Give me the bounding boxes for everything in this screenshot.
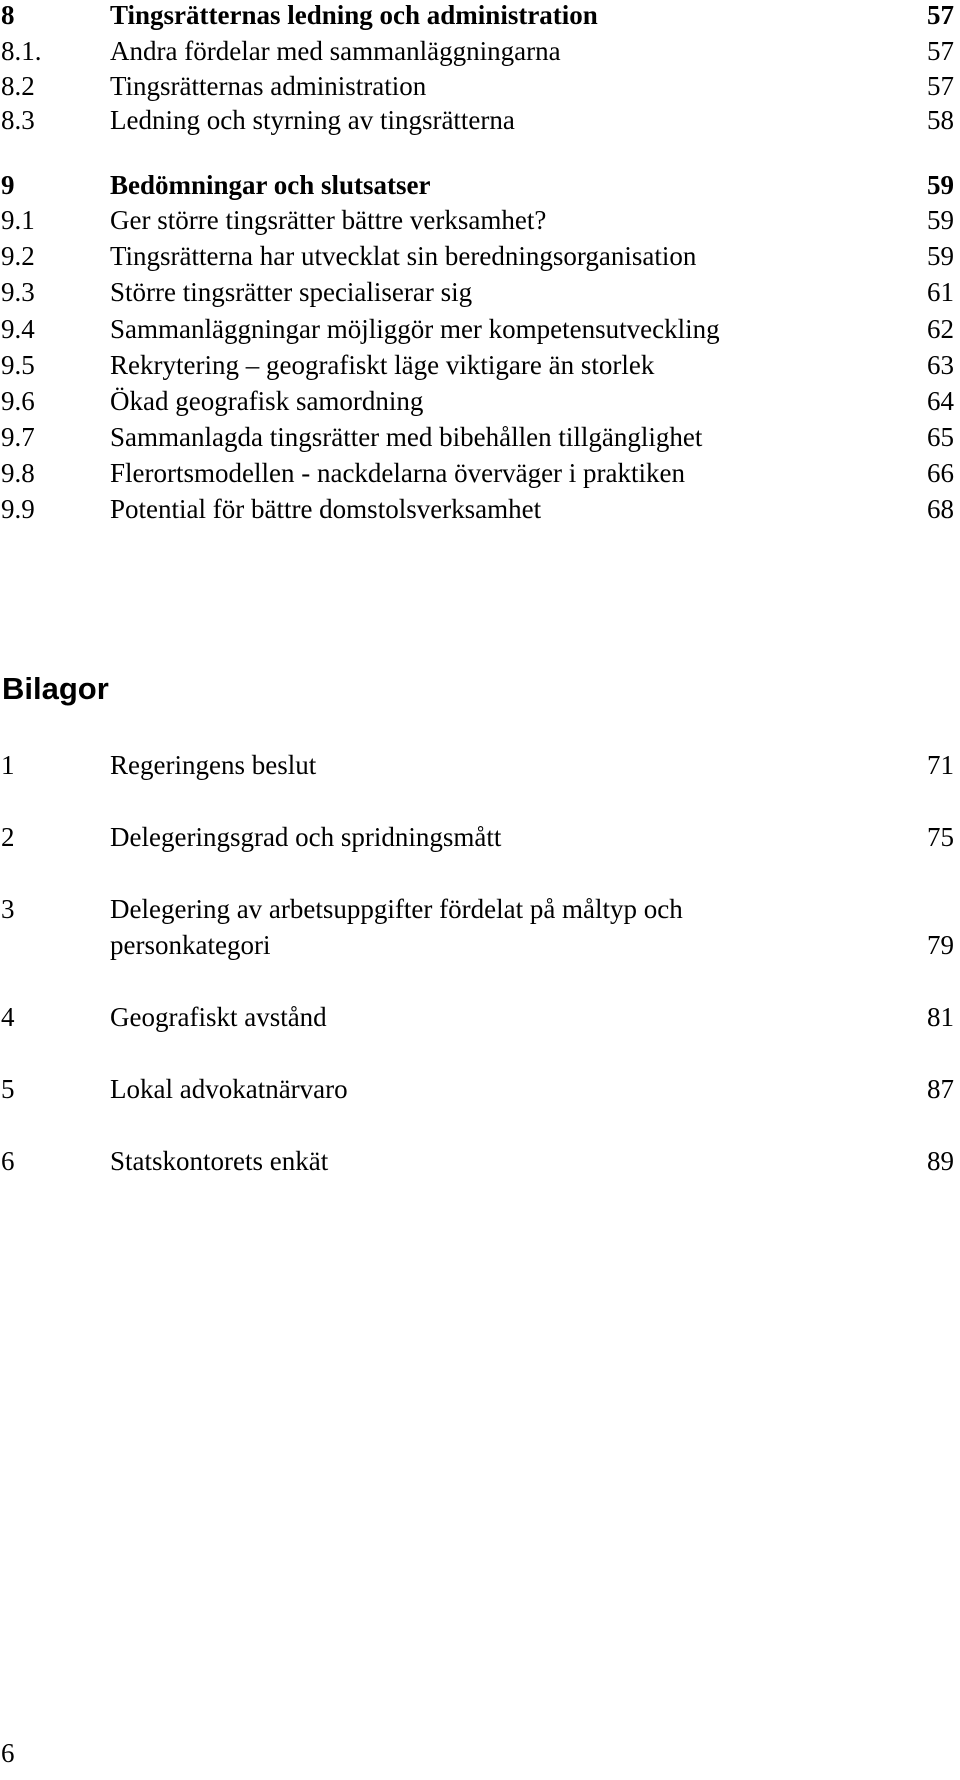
- appendix-entry-page: 71: [927, 750, 954, 780]
- toc-entry-number: 9.6: [1, 386, 35, 416]
- toc-entry-number: 9.7: [1, 422, 35, 452]
- toc-entry-9-7[interactable]: [0, 419, 954, 455]
- toc-entry-title: Andra fördelar med sammanläggningarna: [110, 36, 561, 66]
- appendix-entry-title: Statskontorets enkät: [110, 1146, 329, 1176]
- appendix-entry-number: 1: [1, 750, 15, 780]
- appendix-entry-number: 4: [1, 1002, 15, 1032]
- appendix-entry-page: 87: [927, 1074, 954, 1104]
- toc-entry-page: 61: [927, 277, 954, 307]
- toc-entry-number: 8.1.: [1, 36, 42, 66]
- toc-entry-number: 9: [1, 170, 15, 200]
- toc-entry-title: Flerortsmodellen - nackdelarna överväger i praktiken: [110, 458, 686, 488]
- toc-entry-title: Ökad geografisk samordning: [110, 386, 424, 416]
- appendix-entry-title: Delegering av arbetsuppgifter fördelat på måltyp och personkategori: [110, 894, 683, 960]
- toc-entry-9-9[interactable]: [0, 491, 954, 527]
- toc-entry-title: Ger större tingsrätter bättre verksamhet?: [110, 205, 547, 235]
- appendix-entry-3[interactable]: [0, 891, 954, 963]
- toc-entry-title: Tingsrätternas administration: [110, 71, 427, 101]
- toc-entry-number: 8.3: [1, 105, 35, 135]
- appendix-entry-1[interactable]: [0, 747, 954, 783]
- appendix-entry-page: 89: [927, 1146, 954, 1176]
- toc-entry-page: 64: [927, 386, 954, 416]
- appendix-entry-6[interactable]: [0, 1143, 954, 1179]
- appendix-entry-title: Regeringens beslut: [110, 750, 317, 780]
- toc-entry-page: 57: [927, 36, 954, 66]
- toc-entry-title: Sammanläggningar möjliggör mer kompetensutveckling: [110, 314, 720, 344]
- toc-entry-page: 62: [927, 314, 954, 344]
- appendix-entry-5[interactable]: [0, 1071, 954, 1107]
- toc-entry-8[interactable]: [0, 0, 954, 33]
- toc-entry-page: 66: [927, 458, 954, 488]
- toc-entry-title: Tingsrätternas ledning och administration: [110, 0, 598, 30]
- toc-entry-page: 58: [927, 105, 954, 135]
- toc-entry-title: Ledning och styrning av tingsrätterna: [110, 105, 515, 135]
- toc-entry-title: Större tingsrätter specialiserar sig: [110, 277, 473, 307]
- toc-entry-number: 9.8: [1, 458, 35, 488]
- appendix-heading: Bilagor: [2, 671, 109, 706]
- toc-entry-9-8[interactable]: [0, 455, 954, 491]
- toc-entry-page: 59: [927, 241, 954, 271]
- appendix-entry-number: 6: [1, 1146, 15, 1176]
- toc-entry-number: 9.5: [1, 350, 35, 380]
- page-number: 6: [1, 1738, 15, 1768]
- appendix-entry-title: Lokal advokatnärvaro: [110, 1074, 348, 1104]
- appendix-entry-page: 81: [927, 1002, 954, 1032]
- toc-entry-number: 8: [1, 0, 15, 30]
- toc-entry-page: 57: [927, 71, 954, 101]
- toc-entry-number: 9.9: [1, 494, 35, 524]
- appendix-entry-title: Geografiskt avstånd: [110, 1002, 327, 1032]
- toc-entry-number: 9.4: [1, 314, 35, 344]
- toc-entry-title: Sammanlagda tingsrätter med bibehållen tillgänglighet: [110, 422, 703, 452]
- toc-entry-9-3[interactable]: [0, 274, 954, 310]
- appendix-entry-number: 3: [1, 894, 15, 924]
- appendix-entry-2[interactable]: [0, 819, 954, 855]
- appendix-entry-title: Delegeringsgrad och spridningsmått: [110, 822, 502, 852]
- toc-entry-page: 68: [927, 494, 954, 524]
- appendix-entry-page: 79: [927, 930, 954, 960]
- toc-entry-title: Bedömningar och slutsatser: [110, 170, 431, 200]
- toc-entry-number: 9.2: [1, 241, 35, 271]
- toc-entry-8-1[interactable]: [0, 33, 954, 69]
- toc-entry-8-2[interactable]: [0, 68, 954, 104]
- toc-entry-9-4[interactable]: [0, 311, 954, 347]
- appendix-entry-4[interactable]: [0, 999, 954, 1035]
- toc-entry-9-1[interactable]: [0, 202, 954, 238]
- toc-entry-9-6[interactable]: [0, 383, 954, 419]
- appendix-entry-number: 5: [1, 1074, 15, 1104]
- toc-entry-page: 59: [927, 170, 954, 200]
- toc-entry-title: Tingsrätterna har utvecklat sin beredningsorganisation: [110, 241, 697, 271]
- toc-entry-title: Potential för bättre domstolsverksamhet: [110, 494, 542, 524]
- toc-entry-number: 9.3: [1, 277, 35, 307]
- toc-entry-number: 8.2: [1, 71, 35, 101]
- toc-entry-9-5[interactable]: [0, 347, 954, 383]
- toc-entry-9-2[interactable]: [0, 238, 954, 274]
- toc-entry-number: 9.1: [1, 205, 35, 235]
- toc-entry-9[interactable]: [0, 167, 954, 203]
- toc-entry-page: 63: [927, 350, 954, 380]
- toc-entry-page: 65: [927, 422, 954, 452]
- toc-entry-page: 59: [927, 205, 954, 235]
- toc-entry-8-3[interactable]: [0, 102, 954, 138]
- toc-entry-page: 57: [927, 0, 954, 30]
- appendix-entry-page: 75: [927, 822, 954, 852]
- toc-entry-title: Rekrytering – geografiskt läge viktigare än storlek: [110, 350, 655, 380]
- appendix-entry-number: 2: [1, 822, 15, 852]
